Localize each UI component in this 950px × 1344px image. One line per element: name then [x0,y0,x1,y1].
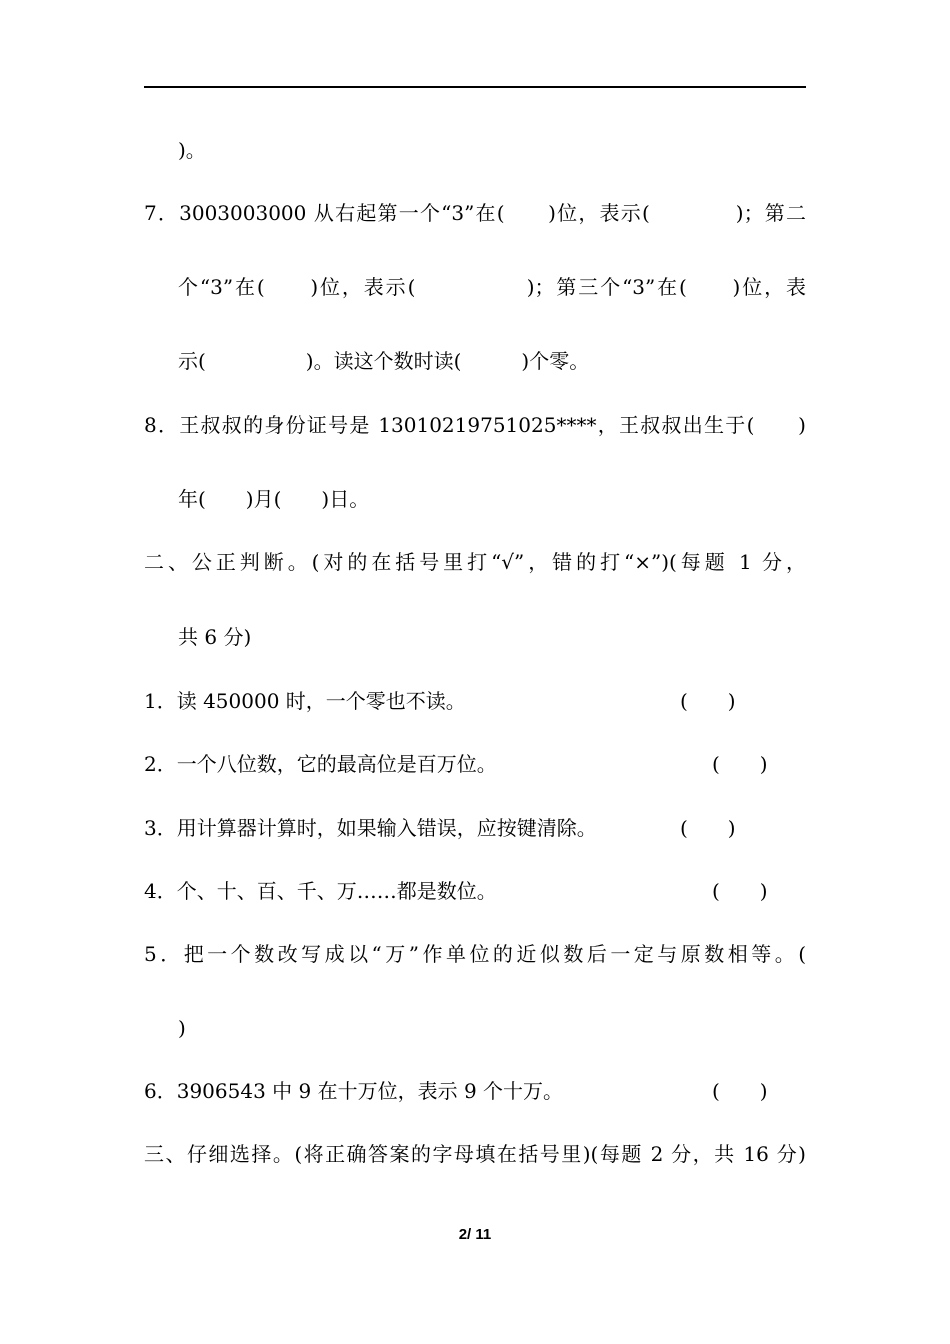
page-number: 2/ 11 [458,1226,492,1243]
question-7-line-2: 个“3”在( )位，表示( )；第三个“3”在( )位，表 [178,275,806,299]
question-8-line-1: 8．王叔叔的身份证号是 13010219751025****，王叔叔出生于( ) [144,413,806,437]
judge-item-5: 5．把一个数改写成以“万”作单位的近似数后一定与原数相等。( [144,942,806,966]
continued-line: )。 [178,138,206,162]
section-2-heading-cont: 共 6 分) [178,625,252,649]
judge-item-5-cont: ) [178,1016,186,1040]
section-3-heading: 三、仔细选择。(将正确答案的字母填在括号里)(每题 2 分，共 16 分) [144,1142,806,1166]
header-rule [144,86,806,88]
section-2-heading: 二、公正判断。(对的在括号里打“√”，错的打“×”)(每题 1 分， [144,550,806,574]
judge-item-1: 1．读 450000 时，一个零也不读。 [144,689,466,713]
judge-item-2: 2．一个八位数，它的最高位是百万位。 [144,752,497,776]
answer-blank-4[interactable]: ( ) [712,879,768,903]
question-7-line-1: 7．3003003000 从右起第一个“3”在( )位，表示( )；第二 [144,201,806,225]
judge-item-6: 6．3906543 中 9 在十万位，表示 9 个十万。 [144,1079,564,1103]
answer-blank-1[interactable]: ( ) [680,689,736,713]
answer-blank-6[interactable]: ( ) [712,1079,768,1103]
question-8-line-2: 年( )月( )日。 [178,487,370,511]
answer-blank-2[interactable]: ( ) [712,752,768,776]
answer-blank-3[interactable]: ( ) [680,816,736,840]
judge-item-3: 3．用计算器计算时，如果输入错误，应按键清除。 [144,816,597,840]
question-7-line-3: 示( )。读这个数时读( )个零。 [178,349,590,373]
judge-item-4: 4．个、十、百、千、万……都是数位。 [144,879,497,903]
